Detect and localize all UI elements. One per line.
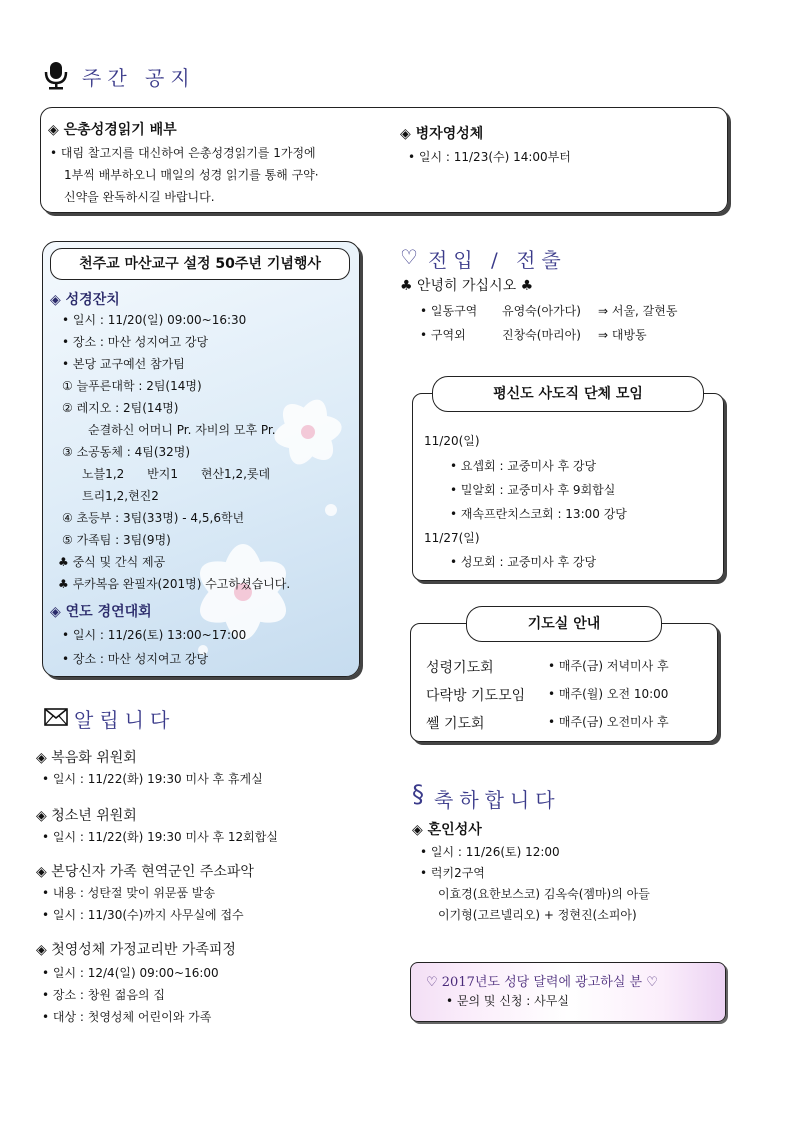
- congrats-line: 이효경(요한보스코) 김옥숙(젬마)의 아들: [438, 887, 650, 901]
- catechism-title: ◈ 은총성경읽기 배부: [48, 122, 177, 138]
- bf-line: ③ 소공동체 : 4팀(32명): [62, 445, 191, 459]
- congrats-line: • 럭키2구역: [420, 866, 485, 880]
- congrats-title: 축하합니다: [434, 788, 561, 812]
- transfer-subtitle: ♣ 안녕히 가십시오 ♣: [400, 278, 534, 294]
- bible-festival-lines: [58, 309, 354, 595]
- lay-line: • 밀알회 : 교중미사 후 9회합실: [450, 483, 616, 497]
- bible-festival-title: ◈ 성경잔치: [50, 292, 120, 308]
- congrats-subtitle: ◈ 혼인성사: [412, 822, 482, 838]
- bf-line: • 장소 : 마산 성지여고 강당: [62, 335, 209, 349]
- notice-line: • 대상 : 첫영성체 어린이와 가족: [42, 1010, 212, 1024]
- bf-line: 순결하신 어머니 Pr. 자비의 모후 Pr.: [88, 423, 276, 437]
- notice-group-title: ◈ 복음화 위원회: [36, 750, 137, 766]
- bf-line: • 본당 교구예선 참가팀: [62, 357, 185, 371]
- requiem-line-1: • 일시 : 11/26(토) 13:00~17:00: [62, 628, 247, 642]
- transfer-name: 진창숙(마리아): [502, 328, 581, 342]
- notice-line: • 장소 : 창원 젊음의 집: [42, 988, 165, 1002]
- bf-line: ♣ 중식 및 간식 제공: [58, 555, 166, 569]
- lay-date-1: 11/20(일): [424, 434, 480, 448]
- lay-line: • 요셉회 : 교중미사 후 강당: [450, 459, 597, 473]
- notice-group-title: ◈ 첫영성체 가정교리반 가족피정: [36, 942, 236, 958]
- bf-line: ② 레지오 : 2팀(14명): [62, 401, 179, 415]
- prayer-time: • 매주(금) 저녁미사 후: [548, 659, 669, 673]
- lay-apostolate-title: 평신도 사도직 단체 모임: [432, 376, 704, 412]
- prayer-time: • 매주(월) 오전 10:00: [548, 687, 669, 701]
- prayer-room-title: 기도실 안내: [466, 606, 662, 642]
- notice-line: • 일시 : 12/4(일) 09:00~16:00: [42, 966, 219, 980]
- weekly-notice-title: 주간 공지: [82, 66, 196, 90]
- bf-line: • 일시 : 11/20(일) 09:00~16:30: [62, 313, 247, 327]
- transfer-dest: ⇒ 서울, 갈현동: [598, 304, 678, 318]
- prayer-name: 성령기도회: [426, 660, 494, 676]
- notice-group-title: ◈ 청소년 위원회: [36, 808, 137, 824]
- prayer-time: • 매주(금) 오전미사 후: [548, 715, 669, 729]
- notice-line: • 일시 : 11/22(화) 19:30 미사 후 휴게실: [42, 772, 263, 786]
- catechism-line-1: • 대림 찰고지를 대신하여 은총성경읽기를 1가정에: [50, 146, 316, 160]
- bf-line: ♣ 루카복음 완필자(201명) 수고하셨습니다.: [58, 577, 291, 591]
- prayer-name: 쎌 기도회: [426, 716, 485, 732]
- requiem-line-2: • 장소 : 마산 성지여고 강당: [62, 652, 209, 666]
- calendar-ad-line: • 문의 및 신청 : 사무실: [446, 994, 569, 1008]
- prayer-name: 다락방 기도모임: [426, 688, 526, 704]
- bf-line: ⑤ 가족팀 : 3팀(9명): [62, 533, 171, 547]
- transfer-dest: ⇒ 대방동: [598, 328, 647, 342]
- requiem-contest-title: ◈ 연도 경연대회: [50, 604, 152, 620]
- catechism-line-2: 1부씩 배부하오니 매일의 성경 읽기를 통해 구약·: [64, 168, 319, 182]
- lay-line: • 성모회 : 교중미사 후 강당: [450, 555, 597, 569]
- envelope-icon: [44, 708, 68, 726]
- lay-line: • 재속프란치스코회 : 13:00 강당: [450, 507, 627, 521]
- catechism-line-3: 신약을 완독하시길 바랍니다.: [64, 190, 215, 204]
- congrats-line: 이기형(고르넬리오) + 정현진(소피아): [438, 908, 637, 922]
- notice-line: • 내용 : 성탄절 맞이 위문품 발송: [42, 886, 216, 900]
- bf-line: ① 늘푸른대학 : 2팀(14명): [62, 379, 202, 393]
- bf-line: ④ 초등부 : 3팀(33명) - 4,5,6학년: [62, 511, 245, 525]
- anniversary-title: 천주교 마산교구 설정 50주년 기념행사: [50, 248, 350, 280]
- notice-group-title: ◈ 본당신자 가족 현역군인 주소파악: [36, 864, 254, 880]
- transfer-title: 전입 / 전출: [428, 248, 567, 272]
- transfer-area: • 구역외: [420, 328, 466, 342]
- sick-communion-title: ◈ 병자영성체: [400, 126, 484, 142]
- notices-title: 알립니다: [74, 708, 176, 732]
- bf-line: 노블1,2 반지1 현산1,2,롯데: [82, 467, 271, 481]
- transfer-name: 유영숙(아가다): [502, 304, 581, 318]
- transfer-area: • 일동구역: [420, 304, 478, 318]
- lay-date-2: 11/27(일): [424, 531, 480, 545]
- notice-line: • 일시 : 11/22(화) 19:30 미사 후 12회합실: [42, 830, 278, 844]
- section-sign-icon: §: [412, 780, 424, 808]
- calendar-ad-title: ♡ 2017년도 성당 달력에 광고하실 분 ♡: [426, 975, 658, 990]
- heart-icon: ♡: [400, 245, 418, 269]
- congrats-line: • 일시 : 11/26(토) 12:00: [420, 845, 560, 859]
- sick-communion-line: • 일시 : 11/23(수) 14:00부터: [408, 150, 571, 164]
- notice-line: • 일시 : 11/30(수)까지 사무실에 접수: [42, 908, 244, 922]
- bf-line: 트리1,2,현진2: [82, 489, 159, 503]
- microphone-icon: [43, 60, 69, 90]
